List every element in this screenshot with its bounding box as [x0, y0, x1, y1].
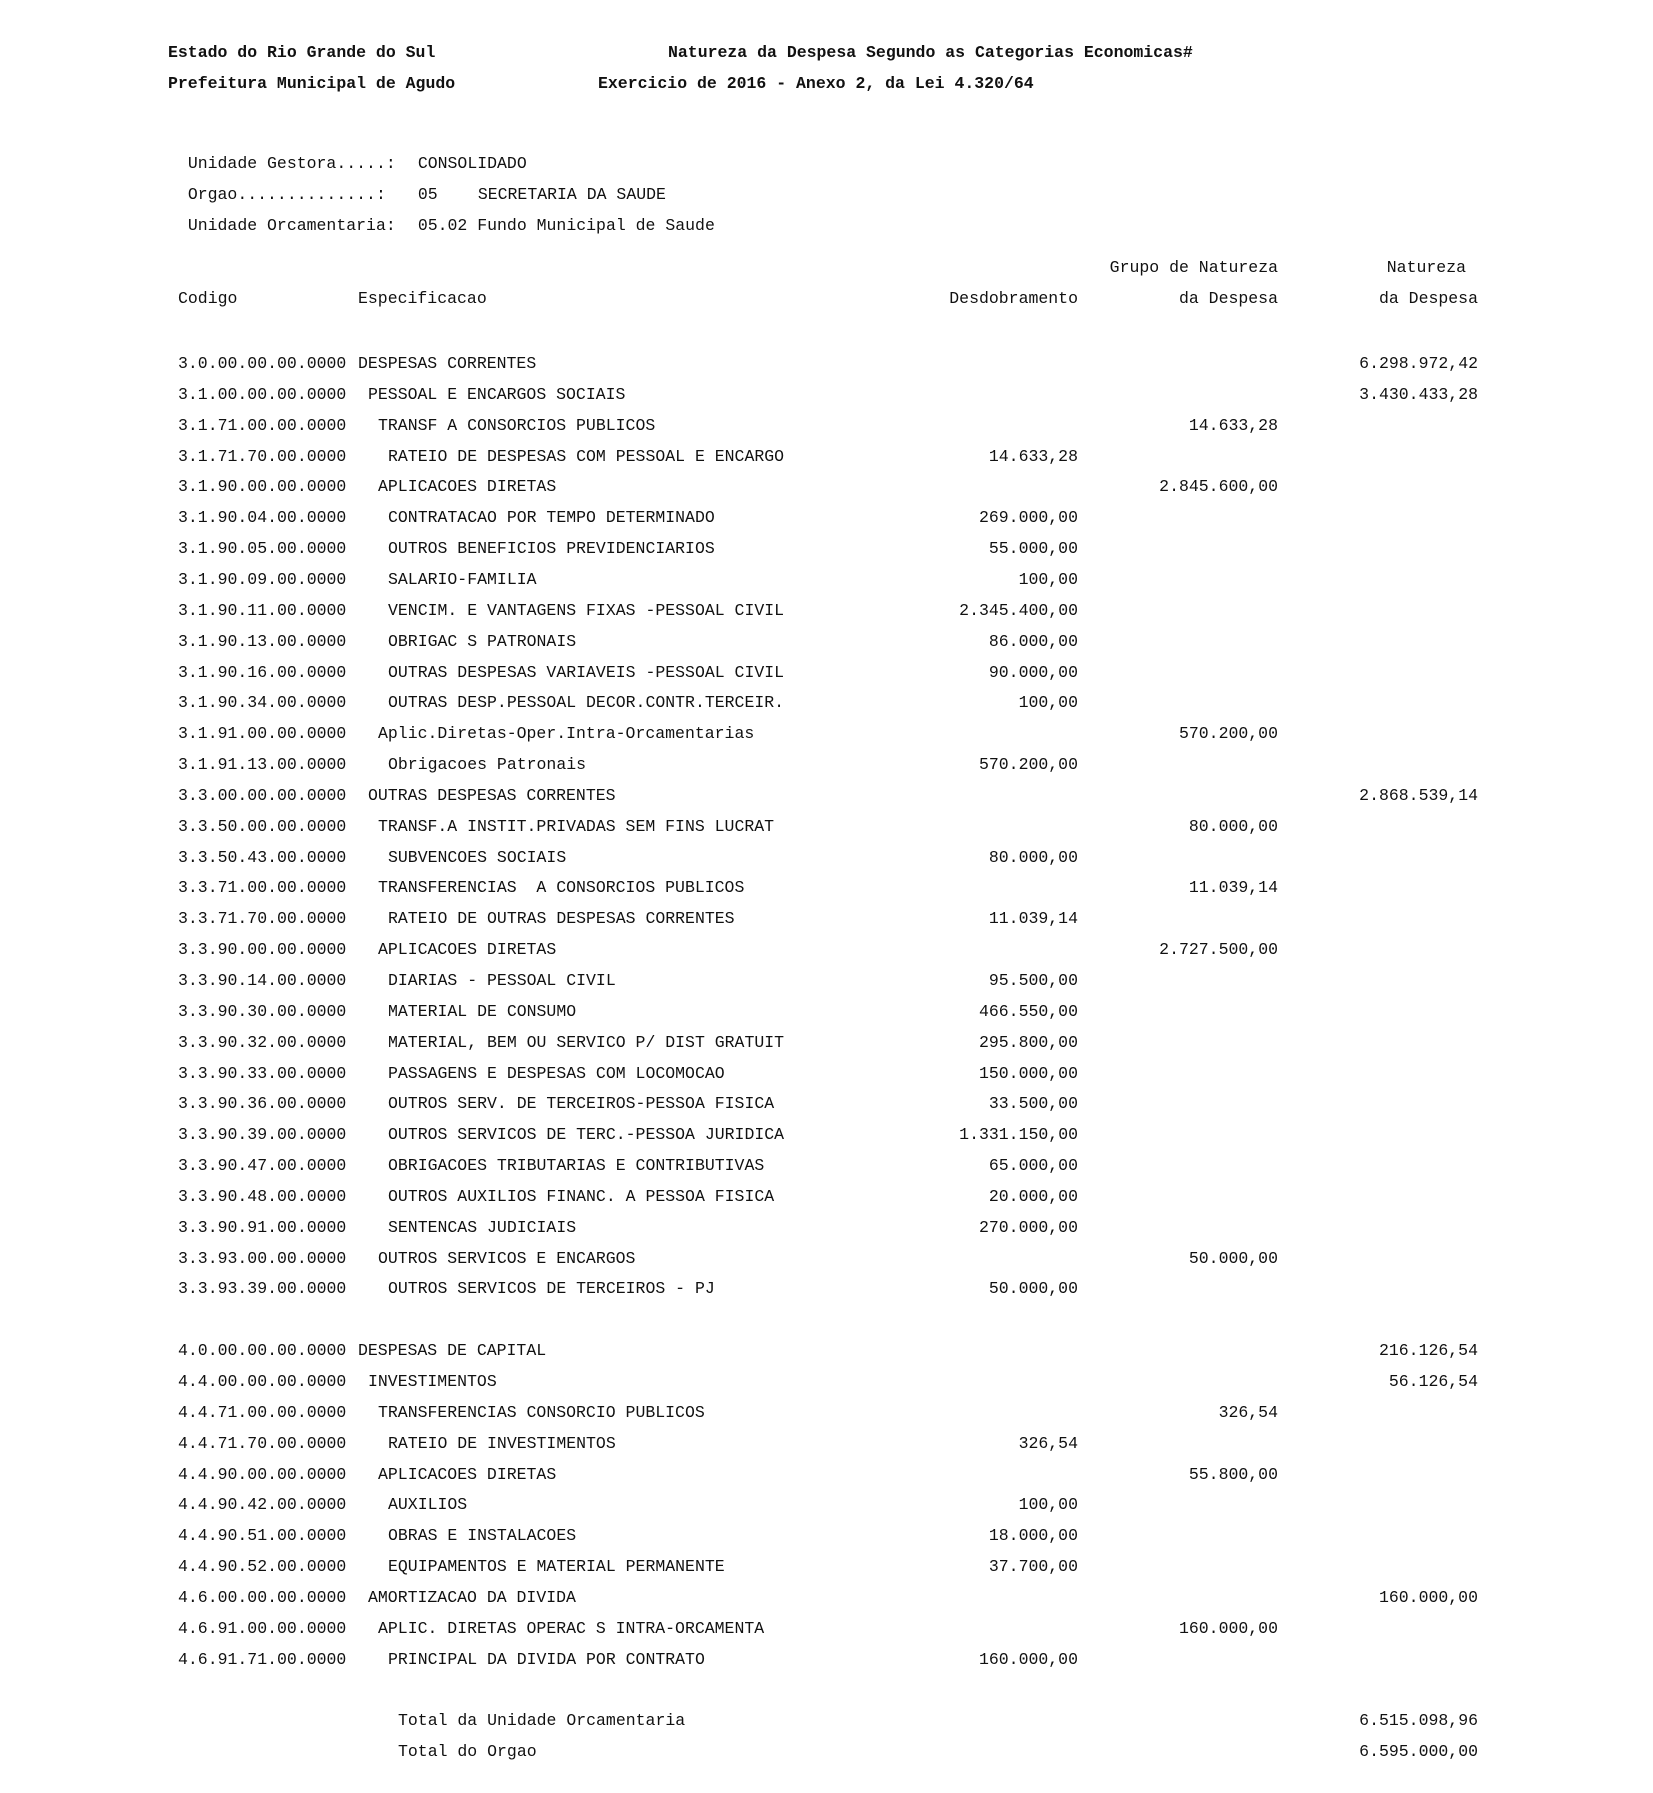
row-description: DESPESAS DE CAPITAL: [358, 1341, 547, 1360]
row-code: 3.3.90.14.00.0000: [178, 971, 347, 990]
row-description: PASSAGENS E DESPESAS COM LOCOMOCAO: [388, 1064, 725, 1083]
row-description: OUTROS BENEFICIOS PREVIDENCIARIOS: [388, 539, 715, 558]
table-row: [0, 873, 1653, 903]
row-desdobramento: 100,00: [1018, 693, 1078, 712]
row-description: OUTROS SERV. DE TERCEIROS-PESSOA FISICA: [388, 1094, 775, 1113]
table-row: [0, 997, 1653, 1027]
table-row: [0, 1429, 1653, 1459]
row-code: 3.1.91.13.00.0000: [178, 755, 347, 774]
table-row: [0, 1120, 1653, 1150]
row-description: DIARIAS - PESSOAL CIVIL: [388, 971, 616, 990]
table-row: [0, 1583, 1653, 1613]
row-description: Aplic.Diretas-Oper.Intra-Orcamentarias: [378, 724, 755, 743]
row-code: 3.3.90.48.00.0000: [178, 1187, 347, 1206]
row-code: 3.3.50.43.00.0000: [178, 848, 347, 867]
table-row: [0, 1213, 1653, 1243]
unidade-orcamentaria-value: 05.02 Fundo Municipal de Saude: [417, 216, 715, 235]
row-desdobramento: 466.550,00: [978, 1002, 1078, 1021]
total-label: Total do Orgao: [398, 1742, 537, 1761]
table-row: [0, 565, 1653, 595]
table-row: [0, 411, 1653, 441]
row-desdobramento: 1.331.150,00: [959, 1125, 1078, 1144]
row-description: DESPESAS CORRENTES: [358, 354, 537, 373]
row-desdobramento: 55.000,00: [988, 539, 1078, 558]
row-desdobramento: 11.039,14: [988, 909, 1078, 928]
row-desdobramento: 270.000,00: [978, 1218, 1078, 1237]
orgao-label: Orgao..............:: [187, 185, 386, 204]
row-desdobramento: 50.000,00: [988, 1279, 1078, 1298]
row-description: TRANSF.A INSTIT.PRIVADAS SEM FINS LUCRAT: [378, 817, 775, 836]
row-code: 3.3.90.39.00.0000: [178, 1125, 347, 1144]
row-code: 3.3.50.00.00.0000: [178, 817, 347, 836]
row-desdobramento: 90.000,00: [988, 663, 1078, 682]
row-description: MATERIAL DE CONSUMO: [388, 1002, 577, 1021]
row-description: AUXILIOS: [388, 1495, 468, 1514]
row-natureza: 2.868.539,14: [1359, 786, 1478, 805]
table-row: [0, 1336, 1653, 1366]
row-natureza: 6.298.972,42: [1359, 354, 1478, 373]
row-code: 3.1.71.70.00.0000: [178, 447, 347, 466]
row-code: 4.0.00.00.00.0000: [178, 1341, 347, 1360]
row-code: 3.3.93.00.00.0000: [178, 1249, 347, 1268]
exercise-subtitle: Exercicio de 2016 - Anexo 2, da Lei 4.320/64: [598, 74, 1034, 93]
row-code: 4.4.71.00.00.0000: [178, 1403, 347, 1422]
table-row: [0, 1552, 1653, 1582]
row-description: EQUIPAMENTOS E MATERIAL PERMANENTE: [388, 1557, 725, 1576]
row-code: 4.4.90.00.00.0000: [178, 1465, 347, 1484]
row-code: 3.1.90.04.00.0000: [178, 508, 347, 527]
row-code: 3.3.90.47.00.0000: [178, 1156, 347, 1175]
row-desdobramento: 37.700,00: [988, 1557, 1078, 1576]
table-row: [0, 1460, 1653, 1490]
row-grupo-natureza: 570.200,00: [1178, 724, 1278, 743]
row-natureza: 216.126,54: [1378, 1341, 1478, 1360]
unidade-orcamentaria-line: [168, 197, 715, 235]
row-description: OUTRAS DESPESAS CORRENTES: [368, 786, 616, 805]
row-description: SALARIO-FAMILIA: [388, 570, 537, 589]
row-description: OUTROS SERVICOS E ENCARGOS: [378, 1249, 636, 1268]
row-natureza: 160.000,00: [1378, 1588, 1478, 1607]
col-grupo-line2: da Despesa: [1178, 289, 1278, 308]
row-desdobramento: 33.500,00: [988, 1094, 1078, 1113]
table-row: [0, 750, 1653, 780]
total-row: [0, 1706, 1653, 1736]
row-grupo-natureza: 11.039,14: [1188, 878, 1278, 897]
table-row: [0, 1151, 1653, 1181]
table-row: [0, 1490, 1653, 1520]
table-row: [0, 1398, 1653, 1428]
col-natureza-line2: da Despesa: [1378, 289, 1478, 308]
row-code: 3.1.90.00.00.0000: [178, 477, 347, 496]
row-description: RATEIO DE OUTRAS DESPESAS CORRENTES: [388, 909, 735, 928]
row-code: 4.6.00.00.00.0000: [178, 1588, 347, 1607]
row-description: TRANSFERENCIAS A CONSORCIOS PUBLICOS: [378, 878, 745, 897]
row-desdobramento: 269.000,00: [978, 508, 1078, 527]
table-row: [0, 688, 1653, 718]
row-code: 4.4.90.42.00.0000: [178, 1495, 347, 1514]
row-description: OUTRAS DESPESAS VARIAVEIS -PESSOAL CIVIL: [388, 663, 785, 682]
total-value: 6.595.000,00: [1359, 1742, 1478, 1761]
row-code: 3.1.90.16.00.0000: [178, 663, 347, 682]
row-code: 4.6.91.00.00.0000: [178, 1619, 347, 1638]
row-code: 3.1.91.00.00.0000: [178, 724, 347, 743]
row-description: TRANSF A CONSORCIOS PUBLICOS: [378, 416, 656, 435]
row-desdobramento: 160.000,00: [978, 1650, 1078, 1669]
row-desdobramento: 570.200,00: [978, 755, 1078, 774]
row-grupo-natureza: 50.000,00: [1188, 1249, 1278, 1268]
row-description: CONTRATACAO POR TEMPO DETERMINADO: [388, 508, 715, 527]
row-desdobramento: 100,00: [1018, 1495, 1078, 1514]
row-description: OBRIGAC S PATRONAIS: [388, 632, 577, 651]
table-row: [0, 781, 1653, 811]
row-desdobramento: 86.000,00: [988, 632, 1078, 651]
row-description: SUBVENCOES SOCIAIS: [388, 848, 567, 867]
row-description: OUTRAS DESP.PESSOAL DECOR.CONTR.TERCEIR.: [388, 693, 785, 712]
row-description: RATEIO DE INVESTIMENTOS: [388, 1434, 616, 1453]
table-row: [0, 627, 1653, 657]
row-grupo-natureza: 160.000,00: [1178, 1619, 1278, 1638]
row-description: APLIC. DIRETAS OPERAC S INTRA-ORCAMENTA: [378, 1619, 765, 1638]
row-desdobramento: 20.000,00: [988, 1187, 1078, 1206]
row-natureza: 56.126,54: [1388, 1372, 1478, 1391]
row-code: 4.4.71.70.00.0000: [178, 1434, 347, 1453]
table-row: [0, 843, 1653, 873]
table-row: [0, 966, 1653, 996]
table-row: [0, 442, 1653, 472]
orgao-code: 05: [417, 185, 438, 204]
row-description: APLICACOES DIRETAS: [378, 1465, 557, 1484]
row-desdobramento: 18.000,00: [988, 1526, 1078, 1545]
col-natureza-line1: Natureza: [1386, 258, 1466, 277]
row-description: OBRIGACOES TRIBUTARIAS E CONTRIBUTIVAS: [388, 1156, 765, 1175]
row-description: OBRAS E INSTALACOES: [388, 1526, 577, 1545]
table-row: [0, 349, 1653, 379]
row-description: OUTROS SERVICOS DE TERC.-PESSOA JURIDICA: [388, 1125, 785, 1144]
col-grupo-line1: Grupo de Natureza: [1109, 258, 1278, 277]
table-row: [0, 719, 1653, 749]
table-row: [0, 935, 1653, 965]
total-row: [0, 1737, 1653, 1767]
table-row: [0, 1274, 1653, 1304]
row-description: PESSOAL E ENCARGOS SOCIAIS: [368, 385, 626, 404]
row-description: APLICACOES DIRETAS: [378, 940, 557, 959]
row-description: TRANSFERENCIAS CONSORCIO PUBLICOS: [378, 1403, 705, 1422]
row-description: PRINCIPAL DA DIVIDA POR CONTRATO: [388, 1650, 705, 1669]
row-description: SENTENCAS JUDICIAIS: [388, 1218, 577, 1237]
unidade-gestora-value: CONSOLIDADO: [417, 154, 527, 173]
report-title: Natureza da Despesa Segundo as Categorias Economicas#: [668, 43, 1193, 62]
row-code: 3.3.93.39.00.0000: [178, 1279, 347, 1298]
row-code: 3.1.00.00.00.0000: [178, 385, 347, 404]
unidade-orcamentaria-label: Unidade Orcamentaria:: [187, 216, 396, 235]
col-especificacao: Especificacao: [358, 289, 487, 308]
row-grupo-natureza: 2.727.500,00: [1159, 940, 1278, 959]
row-description: INVESTIMENTOS: [368, 1372, 497, 1391]
row-code: 3.1.90.05.00.0000: [178, 539, 347, 558]
row-code: 3.3.00.00.00.0000: [178, 786, 347, 805]
table-row: [0, 1614, 1653, 1644]
row-code: 3.3.90.30.00.0000: [178, 1002, 347, 1021]
row-desdobramento: 65.000,00: [988, 1156, 1078, 1175]
total-label: Total da Unidade Orcamentaria: [398, 1711, 686, 1730]
row-code: 3.1.90.11.00.0000: [178, 601, 347, 620]
row-grupo-natureza: 326,54: [1218, 1403, 1278, 1422]
col-codigo: Codigo: [178, 289, 238, 308]
row-desdobramento: 150.000,00: [978, 1064, 1078, 1083]
row-code: 3.0.00.00.00.0000: [178, 354, 347, 373]
row-code: 3.1.90.34.00.0000: [178, 693, 347, 712]
row-code: 3.3.90.91.00.0000: [178, 1218, 347, 1237]
row-natureza: 3.430.433,28: [1359, 385, 1478, 404]
table-row: [0, 1182, 1653, 1212]
row-grupo-natureza: 55.800,00: [1188, 1465, 1278, 1484]
table-row: [0, 380, 1653, 410]
table-row: [0, 812, 1653, 842]
row-code: 4.6.91.71.00.0000: [178, 1650, 347, 1669]
row-desdobramento: 95.500,00: [988, 971, 1078, 990]
row-desdobramento: 2.345.400,00: [959, 601, 1078, 620]
row-code: 3.3.71.70.00.0000: [178, 909, 347, 928]
row-desdobramento: 295.800,00: [978, 1033, 1078, 1052]
table-row: [0, 1645, 1653, 1675]
table-row: [0, 534, 1653, 564]
municipality-name: Prefeitura Municipal de Agudo: [168, 74, 456, 93]
row-code: 3.1.90.09.00.0000: [178, 570, 347, 589]
row-description: VENCIM. E VANTAGENS FIXAS -PESSOAL CIVIL: [388, 601, 785, 620]
row-code: 4.4.90.51.00.0000: [178, 1526, 347, 1545]
table-row: [0, 1059, 1653, 1089]
row-code: 4.4.90.52.00.0000: [178, 1557, 347, 1576]
table-row: [0, 503, 1653, 533]
table-row: [0, 1089, 1653, 1119]
table-row: [0, 658, 1653, 688]
row-grupo-natureza: 2.845.600,00: [1159, 477, 1278, 496]
row-code: 4.4.00.00.00.0000: [178, 1372, 347, 1391]
row-desdobramento: 326,54: [1018, 1434, 1078, 1453]
row-code: 3.3.90.33.00.0000: [178, 1064, 347, 1083]
table-row: [0, 1521, 1653, 1551]
row-code: 3.3.71.00.00.0000: [178, 878, 347, 897]
row-desdobramento: 14.633,28: [988, 447, 1078, 466]
row-description: RATEIO DE DESPESAS COM PESSOAL E ENCARGO: [388, 447, 785, 466]
row-grupo-natureza: 14.633,28: [1188, 416, 1278, 435]
row-code: 3.1.71.00.00.0000: [178, 416, 347, 435]
row-grupo-natureza: 80.000,00: [1188, 817, 1278, 836]
table-row: [0, 472, 1653, 502]
table-row: [0, 1244, 1653, 1274]
row-description: MATERIAL, BEM OU SERVICO P/ DIST GRATUIT: [388, 1033, 785, 1052]
row-description: APLICACOES DIRETAS: [378, 477, 557, 496]
table-row: [0, 1028, 1653, 1058]
total-value: 6.515.098,96: [1359, 1711, 1478, 1730]
row-description: Obrigacoes Patronais: [388, 755, 587, 774]
row-code: 3.3.90.00.00.0000: [178, 940, 347, 959]
row-code: 3.3.90.32.00.0000: [178, 1033, 347, 1052]
col-desdobramento: Desdobramento: [949, 289, 1078, 308]
table-row: [0, 904, 1653, 934]
table-row: [0, 1367, 1653, 1397]
row-description: OUTROS AUXILIOS FINANC. A PESSOA FISICA: [388, 1187, 775, 1206]
table-row: [0, 596, 1653, 626]
row-code: 3.1.90.13.00.0000: [178, 632, 347, 651]
row-code: 3.3.90.36.00.0000: [178, 1094, 347, 1113]
orgao-name: SECRETARIA DA SAUDE: [477, 185, 666, 204]
state-name: Estado do Rio Grande do Sul: [168, 43, 436, 62]
row-desdobramento: 80.000,00: [988, 848, 1078, 867]
row-description: AMORTIZACAO DA DIVIDA: [368, 1588, 576, 1607]
unidade-gestora-label: Unidade Gestora.....:: [187, 154, 396, 173]
row-desdobramento: 100,00: [1018, 570, 1078, 589]
row-description: OUTROS SERVICOS DE TERCEIROS - PJ: [388, 1279, 715, 1298]
